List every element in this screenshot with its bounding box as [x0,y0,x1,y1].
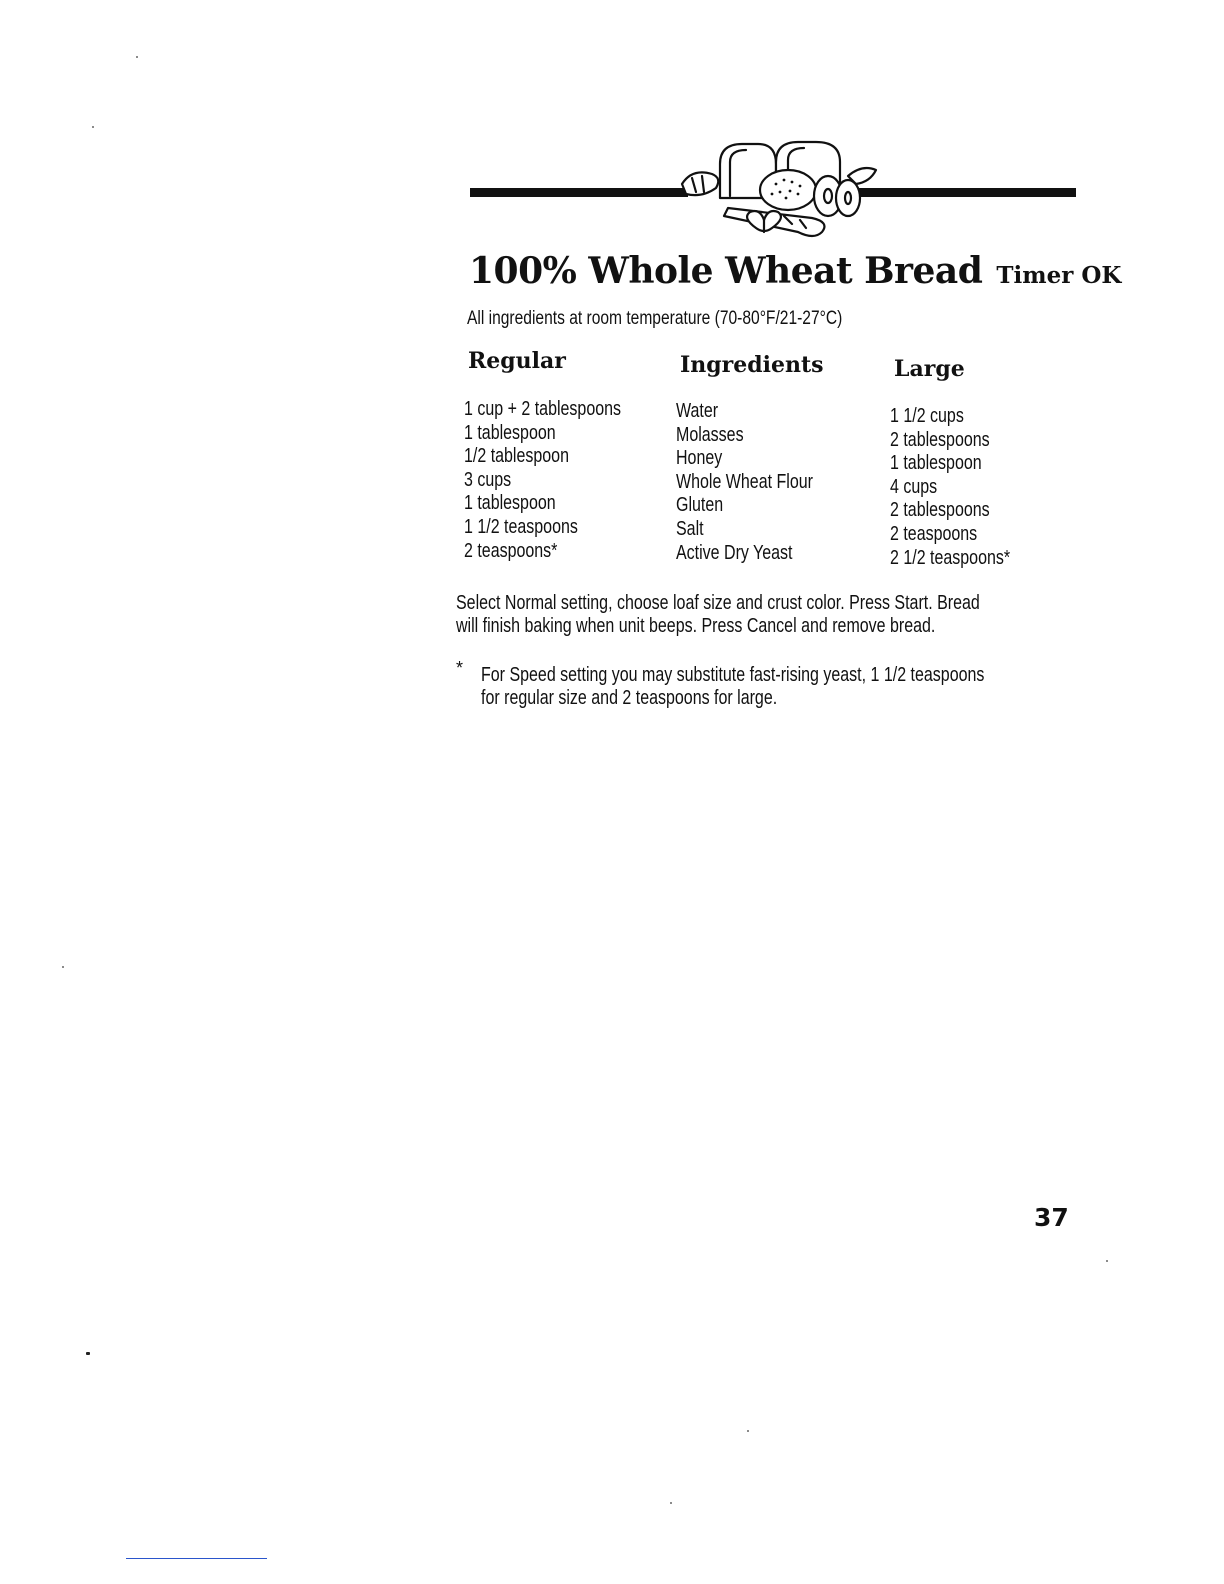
large-amount: 4 cups [890,475,938,498]
scan-speck [670,1502,672,1504]
regular-amounts-list [464,398,621,563]
bottom-edge-line [126,1558,267,1559]
ingredient-name: Honey [676,447,723,470]
footnote-marker: * [456,658,464,678]
large-amount: 1 tablespoon [890,452,982,475]
bread-loaves-icon [672,136,884,250]
timer-note: Timer OK [996,262,1122,289]
ingredients-list [676,400,813,565]
large-amount: 2 teaspoons [890,522,978,545]
temperature-note: All ingredients at room temperature (70-80°F/21-27°C) [467,308,843,329]
ingredient-name: Active Dry Yeast [676,541,793,564]
large-amount: 2 tablespoons [890,499,990,522]
ingredient-name: Molasses [676,423,744,446]
column-header-large: Large [894,356,965,382]
recipe-title: 100% Whole Wheat Bread [469,250,983,292]
regular-amount: 3 cups [464,468,512,491]
large-amount: 2 tablespoons [890,428,990,451]
large-amount: 1 1/2 cups [890,405,964,427]
regular-amount: 1 1/2 teaspoons [464,515,578,538]
scan-speck [136,56,138,58]
regular-amount: 1 cup + 2 tablespoons [464,398,622,420]
scan-speck [86,1352,90,1355]
column-header-regular: Regular [468,348,566,374]
ingredient-name: Water [676,400,719,422]
header-rule-right [856,188,1076,197]
scan-speck [62,966,64,968]
regular-amount: 2 teaspoons* [464,539,558,562]
large-amount: 2 1/2 teaspoons* [890,546,1011,569]
ingredient-name: Salt [676,517,704,540]
ingredient-name: Gluten [676,494,724,517]
regular-amount: 1 tablespoon [464,421,556,444]
column-header-ingredients: Ingredients [680,352,824,378]
baking-instructions: Select Normal setting, choose loaf size and crust color. Press Start. Bread will finish baking when unit beeps. Press Cancel and remove bread. [456,592,980,637]
page-number: 37 [1034,1203,1069,1232]
header-rule-left [470,188,688,197]
large-amounts-list [890,405,1010,570]
ingredient-name: Whole Wheat Flour [676,470,813,493]
recipe-title-row [469,250,1169,292]
regular-amount: 1/2 tablespoon [464,445,569,468]
scan-speck [1106,1260,1108,1262]
scan-speck [92,126,94,128]
speed-setting-footnote: For Speed setting you may substitute fast-rising yeast, 1 1/2 teaspoons for regular size and 2 teaspoons for large. [481,664,985,709]
scan-speck [747,1430,749,1432]
regular-amount: 1 tablespoon [464,492,556,515]
